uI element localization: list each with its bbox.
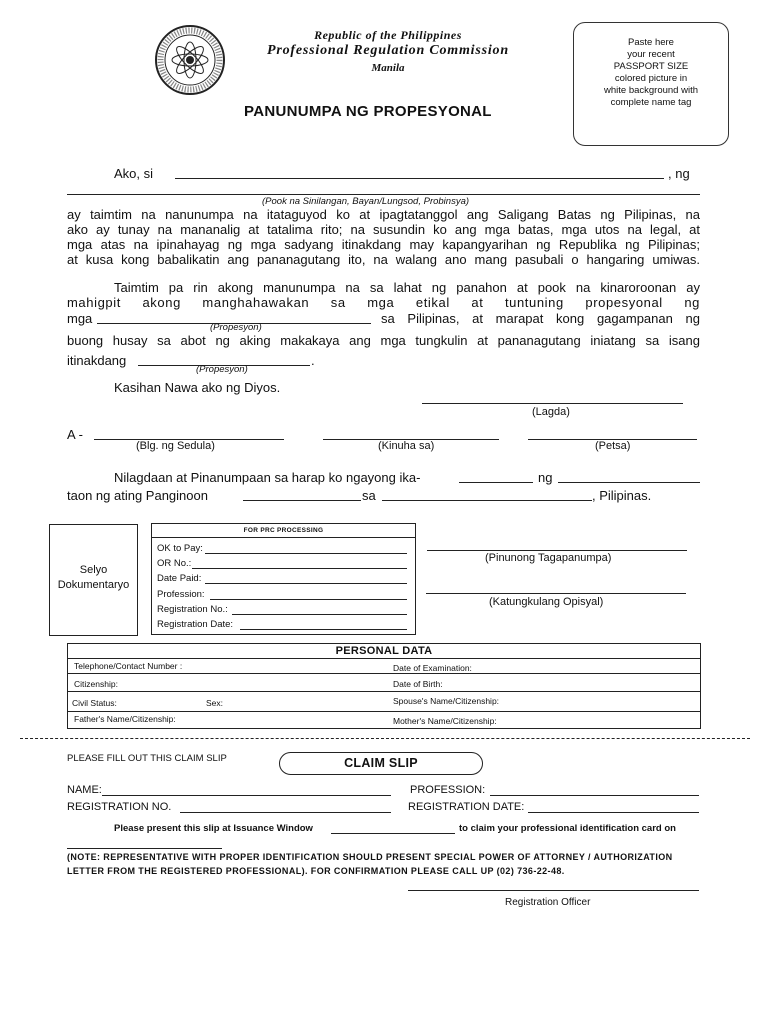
registration-officer-label: Registration Officer xyxy=(505,897,591,908)
blg-sedula-caption: (Blg. ng Sedula) xyxy=(136,440,215,452)
year-field[interactable] xyxy=(243,500,361,501)
photo-instruction-1: Paste here xyxy=(628,37,674,48)
oath-para2-line2: mahigpit akong manghahawakan sa mga etikal at tuntuning propesyonal ng xyxy=(67,295,700,310)
nilagdaan-text: Nilagdaan at Pinanumpaan sa harap ko ngayong ika- xyxy=(114,470,421,485)
claim-name-field[interactable] xyxy=(102,795,391,796)
photo-instruction-5: white background with xyxy=(604,85,698,96)
claim-profession-field[interactable] xyxy=(490,795,699,796)
kasihan-text: Kasihan Nawa ako ng Diyos. xyxy=(114,380,281,395)
registration-officer-signature[interactable] xyxy=(408,890,699,891)
dokumentaryo-label: Dokumentaryo xyxy=(57,579,130,591)
registration-date-label: Registration Date: xyxy=(157,619,234,630)
note-line-1: (NOTE: REPRESENTATIVE WITH PROPER IDENTIFICATION SHOULD PRESENT SPECIAL POWER OF ATTORNEY / AUTHORIZATION xyxy=(67,852,673,862)
mother-label[interactable]: Mother's Name/Citizenship: xyxy=(393,716,497,726)
header-commission: Professional Regulation Commission xyxy=(267,43,509,58)
sa-label: sa xyxy=(362,488,376,503)
petsa-caption: (Petsa) xyxy=(595,440,631,452)
spouse-label[interactable]: Spouse's Name/Citizenship: xyxy=(393,696,500,706)
name-field[interactable] xyxy=(175,178,664,179)
telephone-label[interactable]: Telephone/Contact Number : xyxy=(74,661,183,671)
claim-date-field[interactable] xyxy=(67,848,222,849)
place-field[interactable] xyxy=(382,500,592,501)
claim-reg-no-label: REGISTRATION NO. xyxy=(67,801,172,813)
date-paid-label: Date Paid: xyxy=(157,573,202,584)
photo-instruction-2: your recent xyxy=(627,49,675,60)
pook-caption: (Pook na Sinilangan, Bayan/Lungsod, Probinsya) xyxy=(262,196,470,207)
claim-name-label: NAME: xyxy=(67,784,102,796)
prc-seal-logo xyxy=(154,24,226,96)
pd-row-divider xyxy=(68,673,700,674)
passport-photo-box[interactable] xyxy=(573,22,729,146)
pilipinas-label: , Pilipinas. xyxy=(592,488,652,503)
oath-para2-line3: sa Pilipinas, at marapat kong gagampanan ng xyxy=(381,311,700,326)
sex-label[interactable]: Sex: xyxy=(206,698,224,708)
registration-no-label: Registration No.: xyxy=(157,604,228,615)
oath-para1-line3: mga atas na ipinahayag ng mga sadyang itinakdang may kapangyarihan ng Republika ng Pilipinas; xyxy=(67,237,700,252)
claim-slip-heading: CLAIM SLIP xyxy=(279,752,483,775)
birthplace-field[interactable] xyxy=(67,194,700,195)
month-field[interactable] xyxy=(558,482,700,483)
date-birth-label[interactable]: Date of Birth: xyxy=(393,679,443,689)
claim-reg-no-field[interactable] xyxy=(180,812,391,813)
citizenship-label[interactable]: Citizenship: xyxy=(74,679,118,689)
claim-reg-date-label: REGISTRATION DATE: xyxy=(408,801,525,813)
pd-row-divider xyxy=(68,711,700,712)
present-slip-text: Please present this slip at Issuance Window xyxy=(114,823,313,834)
photo-instruction-3: PASSPORT SIZE xyxy=(613,61,689,72)
documentary-stamp-box xyxy=(49,524,138,636)
pd-row-divider xyxy=(68,691,700,692)
oath-para1-line4: at kusa kong babalikatin ang pananagutang ito, na walang ano mang pasubali o hangaring umiwas. xyxy=(67,252,700,267)
day-field[interactable] xyxy=(459,482,533,483)
lagda-caption: (Lagda) xyxy=(532,406,570,418)
photo-instruction-4: colored picture in xyxy=(614,73,688,84)
propesyon-caption-2: (Propesyon) xyxy=(196,364,248,375)
ako-si-label: Ako, si xyxy=(114,166,154,181)
ng-label: , ng xyxy=(668,166,690,181)
please-fill-text: PLEASE FILL OUT THIS CLAIM SLIP xyxy=(67,753,227,764)
photo-instruction-6: complete name tag xyxy=(610,97,692,108)
selyo-label: Selyo xyxy=(79,564,108,576)
note-line-2: LETTER FROM THE REGISTERED PROFESSIONAL). FOR CONFIRMATION PLEASE CALL UP (02) 736-22-48. xyxy=(67,866,565,876)
father-label[interactable]: Father's Name/Citizenship: xyxy=(74,714,176,724)
header-republic: Republic of the Philippines xyxy=(314,28,462,42)
personal-data-title: PERSONAL DATA xyxy=(68,644,700,659)
itinakdang-label: itinakdang xyxy=(67,353,127,368)
prc-processing-heading: FOR PRC PROCESSING xyxy=(152,524,415,538)
personal-data-table xyxy=(67,643,701,729)
profession-label: Profession: xyxy=(157,589,205,600)
oath-para2-line1: Taimtim pa rin akong manunumpa na sa lahat ng panahon at pook na kinaroroonan ay xyxy=(114,280,700,295)
or-no-field[interactable] xyxy=(192,568,407,569)
prc-processing-box xyxy=(151,523,416,635)
ok-to-pay-field[interactable] xyxy=(205,553,407,554)
or-no-label: OR No.: xyxy=(157,558,192,569)
civil-status-label[interactable]: Civil Status: xyxy=(72,698,117,708)
period: . xyxy=(311,353,315,368)
claim-profession-label: PROFESSION: xyxy=(410,784,486,796)
oath-para1-line2: ako ay tunay na mananalig at tatalima rito; na susundin ko ang mga batas, mga utos na legal, at xyxy=(67,222,700,237)
profession-field-prc[interactable] xyxy=(210,599,407,600)
kinuha-sa-caption: (Kinuha sa) xyxy=(378,440,435,452)
to-claim-text: to claim your professional identification card on xyxy=(459,823,676,834)
oath-para2-line4: buong husay sa abot ng aking makakaya ang mga tungkulin at pananagutang iniatang sa isang xyxy=(67,333,700,348)
oath-para1-line1: ay taimtim na nanunumpa na itataguyod ko at ipagtatanggol ang Saligang Batas ng Pilipinas, na xyxy=(67,207,700,222)
header-manila: Manila xyxy=(371,62,405,74)
official-signature[interactable] xyxy=(426,593,686,594)
signature-field[interactable] xyxy=(422,403,683,404)
katungkulang-caption: (Katungkulang Opisyal) xyxy=(489,596,604,608)
date-exam-label[interactable]: Date of Examination: xyxy=(393,663,472,673)
administering-officer-signature[interactable] xyxy=(427,550,687,551)
registration-date-field[interactable] xyxy=(240,629,407,630)
pinunong-caption: (Pinunong Tagapanumpa) xyxy=(485,552,612,564)
taon-text: taon ng ating Panginoon xyxy=(67,488,208,503)
cut-line xyxy=(20,738,750,739)
a-prefix: A - xyxy=(67,427,83,442)
ng-label-2: ng xyxy=(538,470,553,485)
claim-reg-date-field[interactable] xyxy=(528,812,699,813)
page-title: PANUNUMPA NG PROPESYONAL xyxy=(244,103,492,120)
propesyon-caption: (Propesyon) xyxy=(210,322,262,333)
ok-to-pay-label: OK to Pay: xyxy=(157,543,203,554)
issuance-window-field[interactable] xyxy=(331,833,455,834)
registration-no-field[interactable] xyxy=(232,614,407,615)
mga-label: mga xyxy=(67,311,93,326)
date-paid-field[interactable] xyxy=(205,583,407,584)
